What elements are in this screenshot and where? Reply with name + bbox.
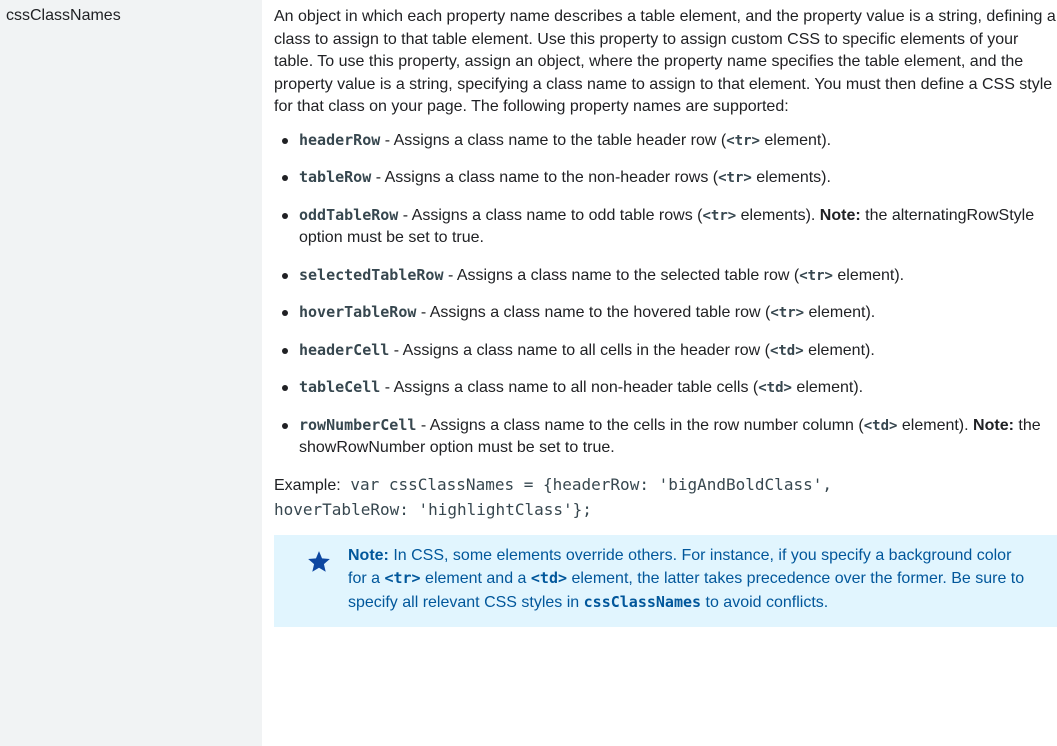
list-item: selectedTableRow - Assigns a class name to the selected table row (<tr> element).	[282, 264, 1057, 288]
list-item: rowNumberCell - Assigns a class name to the cells in the row number column (<td> element). Note: the showRowNumber option must be set to true.	[282, 414, 1057, 460]
bullet-icon	[282, 423, 288, 429]
bullet-icon	[282, 310, 288, 316]
note-callout: Note: In CSS, some elements override others. For instance, if you specify a background color for a <tr> element and a <td> element, the latter takes precedence over the former. Be sure to specify all relevant CSS styles in cssClassNames to avoid conflicts.	[274, 535, 1057, 628]
list-item: tableCell - Assigns a class name to all non-header table cells (<td> element).	[282, 376, 1057, 400]
star-icon	[306, 549, 332, 575]
prop-name: rowNumberCell	[299, 415, 417, 434]
list-item: tableRow - Assigns a class name to the non-header rows (<tr> elements).	[282, 166, 1057, 190]
prop-name: headerCell	[299, 340, 390, 359]
prop-name: oddTableRow	[299, 205, 399, 224]
bullet-icon	[282, 175, 288, 181]
list-item: headerCell - Assigns a class name to all cells in the header row (<td> element).	[282, 339, 1057, 363]
example-code-line1: var cssClassNames = {headerRow: 'bigAndBoldClass',	[340, 474, 832, 494]
example-label: Example:	[274, 476, 341, 494]
prop-name: tableRow	[299, 168, 372, 186]
prop-name: selectedTableRow	[299, 265, 444, 284]
callout-note-label: Note:	[348, 546, 389, 564]
prop-name: tableCell	[299, 378, 381, 396]
property-name-cell	[0, 0, 262, 746]
property-name: cssClassNames	[6, 7, 121, 24]
bullet-icon	[282, 273, 288, 279]
bullet-icon	[282, 213, 288, 219]
bullet-icon	[282, 348, 288, 354]
list-item: hoverTableRow - Assigns a class name to the hovered table row (<tr> element).	[282, 301, 1057, 325]
prop-name: headerRow	[299, 130, 381, 149]
note-label: Note:	[819, 206, 861, 224]
prop-name: hoverTableRow	[299, 303, 417, 321]
property-description-cell	[262, 0, 1057, 746]
list-item: oddTableRow - Assigns a class name to odd table rows (<tr> elements). Note: the alternatingRowStyle option must be set to true.	[282, 204, 1057, 250]
bullet-icon	[282, 138, 288, 144]
bullet-icon	[282, 385, 288, 391]
property-list	[274, 129, 1057, 460]
callout-code: cssClassNames	[583, 592, 702, 611]
example-block	[274, 472, 1057, 523]
description-intro: An object in which each property name describes a table element, and the property value is a string, defining a class to assign to that table element. Use this property to assign custom CSS to specific elements of your table. To use this property, assign an object, where the property name specifies the table element, and the property value is a string, specifying a class name to assign to that element. You must then define a CSS style for that class on your page. The following property names are supported:	[274, 8, 1056, 115]
example-code-line2: hoverTableRow: 'highlightClass'};	[274, 500, 592, 519]
note-label: Note:	[973, 416, 1014, 434]
list-item: headerRow - Assigns a class name to the table header row (<tr> element).	[282, 129, 1057, 153]
